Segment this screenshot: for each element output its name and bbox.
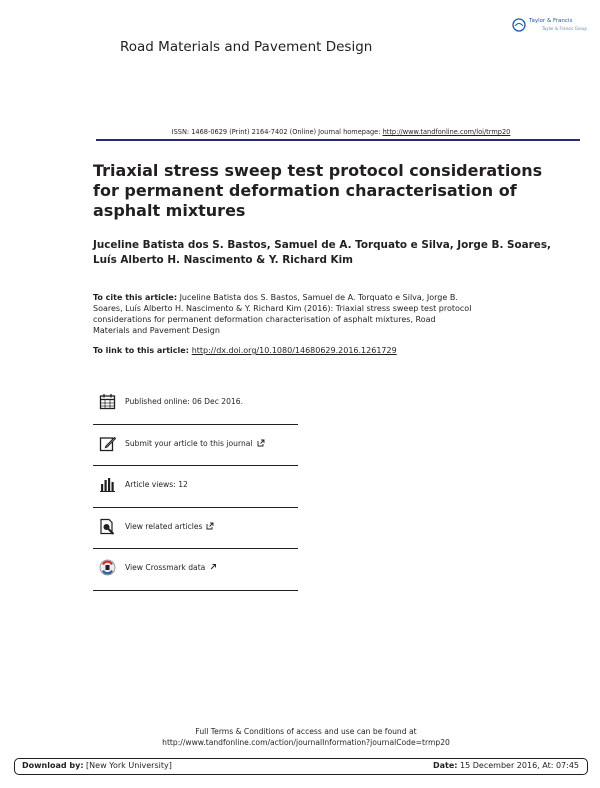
terms-footer — [96, 726, 516, 748]
publisher-tagline: Taylor & Francis Group — [542, 26, 587, 31]
cite-line-3: considerations for permanent deformation characterisation of asphalt mixtures, Road — [93, 315, 436, 324]
bar-chart-icon — [99, 476, 116, 493]
external-link-icon — [206, 522, 214, 530]
publisher-logo — [512, 17, 587, 35]
link-label: To link to this article: — [93, 346, 192, 355]
submit-article-link[interactable]: Submit your article to this journal — [125, 439, 265, 448]
published-online-item — [93, 383, 298, 425]
related-articles-item[interactable] — [93, 508, 298, 550]
search-document-icon — [99, 518, 116, 535]
article-info-list — [93, 383, 298, 591]
article-title: Triaxial stress sweep test protocol considerations for permanent deformation characterisation of asphalt mixtures — [93, 161, 543, 220]
arrow-up-right-icon — [209, 563, 217, 571]
article-authors — [93, 238, 563, 268]
header-divider — [96, 139, 580, 141]
issn-line — [96, 128, 586, 136]
download-by: Download by: [New York University] — [22, 761, 172, 770]
authors-line-2: Luís Alberto H. Nascimento & Y. Richard Kim — [93, 254, 353, 266]
publisher-logo-icon — [512, 18, 526, 32]
cite-label: To cite this article: — [93, 293, 178, 302]
download-info-bar — [14, 758, 588, 775]
submit-article-item[interactable] — [93, 425, 298, 467]
cite-line-4: Materials and Pavement Design — [93, 326, 220, 335]
terms-url[interactable]: http://www.tandfonline.com/action/journalInformation?journalCode=trmp20 — [162, 738, 450, 747]
crossmark-icon — [99, 559, 116, 576]
journal-name: Road Materials and Pavement Design — [120, 39, 373, 55]
cite-line-2: Soares, Luís Alberto H. Nascimento & Y. Richard Kim (2016): Triaxial stress sweep test protocol — [93, 304, 472, 313]
calendar-icon — [99, 393, 116, 410]
published-online-label: Published online: 06 Dec 2016. — [125, 397, 244, 406]
download-date: Date: 15 December 2016, At: 07:45 — [433, 761, 579, 770]
publisher-name: Taylor & Francis — [529, 18, 573, 24]
crossmark-link[interactable]: View Crossmark data — [125, 563, 217, 572]
cite-line-1: Juceline Batista dos S. Bastos, Samuel de A. Torquato e Silva, Jorge B. — [177, 293, 458, 302]
related-articles-link[interactable]: View related articles — [125, 522, 214, 531]
article-views-label: Article views: 12 — [125, 480, 188, 489]
terms-line-1: Full Terms & Conditions of access and use can be found at — [195, 727, 417, 736]
edit-icon — [99, 435, 116, 452]
doi-link[interactable]: http://dx.doi.org/10.1080/14680629.2016.1261729 — [191, 346, 397, 355]
issn-text: ISSN: 1468-0629 (Print) 2164-7402 (Online) Journal homepage: — [171, 128, 383, 136]
doi-line — [93, 346, 397, 355]
authors-line-1: Juceline Batista dos S. Bastos, Samuel de A. Torquato e Silva, Jorge B. Soares, — [93, 239, 551, 251]
external-link-icon — [257, 439, 265, 447]
journal-homepage-link[interactable]: http://www.tandfonline.com/loi/trmp20 — [382, 128, 511, 136]
citation-block — [93, 292, 523, 336]
crossmark-item[interactable] — [93, 549, 298, 591]
article-views-item — [93, 466, 298, 508]
